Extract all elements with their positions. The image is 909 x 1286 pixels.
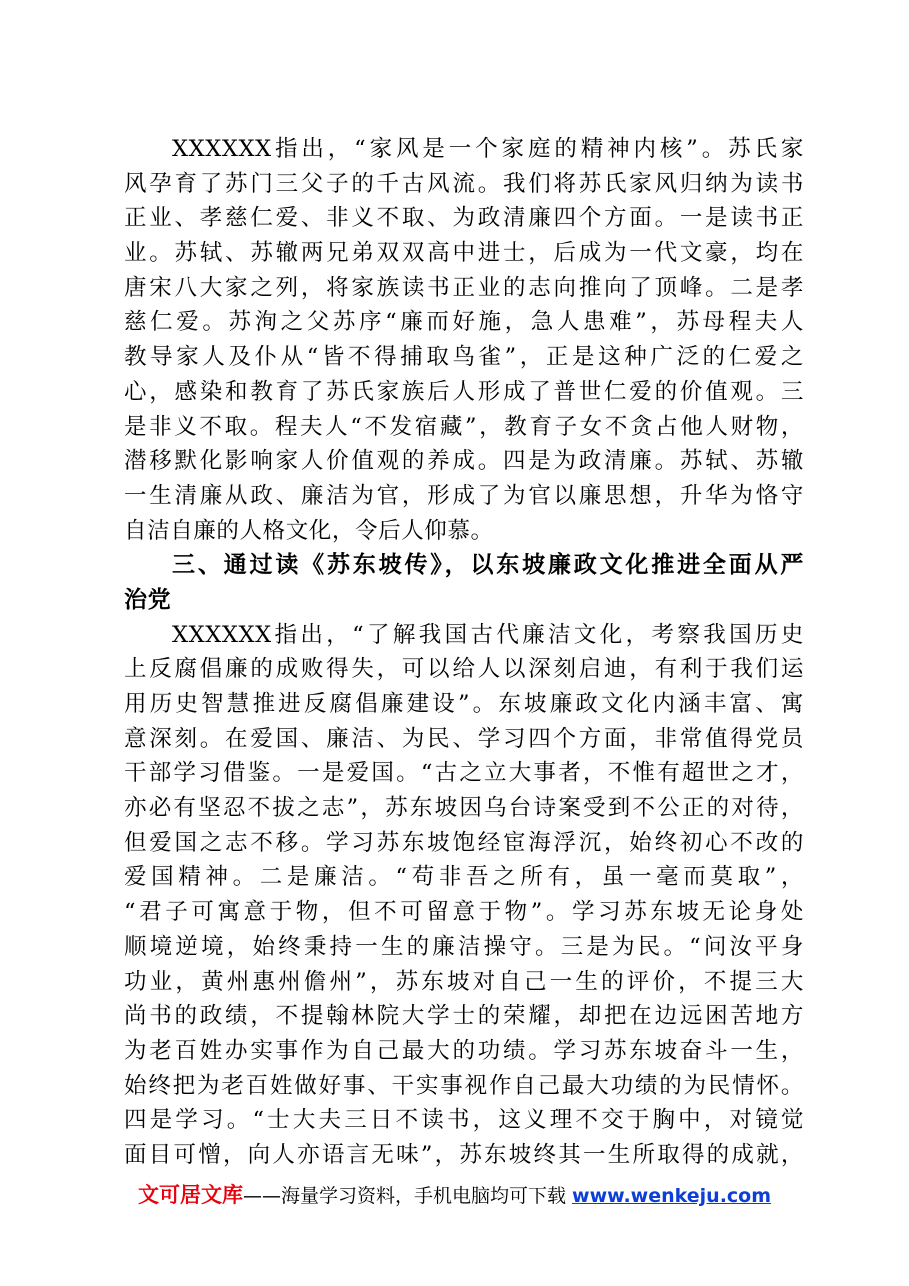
paragraph-line: 爱国精神。二是廉洁。“苟非吾之所有，虽一毫而莫取”， [124,864,804,890]
paragraph-line: 功业，黄州惠州儋州”，苏东坡对自己一生的评价，不提三大 [124,969,804,995]
paragraph-line: 上反腐倡廉的成败得失，可以给人以深刻启迪，有利于我们运 [124,656,804,682]
paragraph-line: 始终把为老百姓做好事、干实事视作自己最大功绩的为民情怀。 [124,1073,804,1099]
paragraph-line: 唐宋八大家之列，将家族读书正业的志向推向了顶峰。二是孝 [124,275,804,301]
paragraph-line: 风孕育了苏门三父子的千古风流。我们将苏氏家风归纳为读书 [124,171,804,197]
paragraph-line: 业。苏轼、苏辙两兄弟双双高中进士，后成为一代文豪，均在 [124,240,804,266]
paragraph-line: 慈仁爱。苏洵之父苏序“廉而好施，急人患难”，苏母程夫人 [124,309,804,335]
paragraph-line: 正业、孝慈仁爱、非义不取、为政清廉四个方面。一是读书正 [124,205,804,231]
paragraph-line: 是非义不取。程夫人“不发宿藏”，教育子女不贪占他人财物， [124,414,804,440]
section-heading-continuation: 治党 [124,587,172,613]
paragraph-line: 为老百姓办实事作为自己最大的功绩。学习苏东坡奋斗一生， [124,1038,804,1064]
paragraph-line: 教导家人及仆从“皆不得捕取鸟雀”，正是这种广泛的仁爱之 [124,344,804,370]
paragraph-line: 意深刻。在爱国、廉洁、为民、学习四个方面，非常值得党员 [124,726,804,752]
footer-dash: —— [242,1185,281,1207]
paragraph-line: 干部学习借鉴。一是爱国。“古之立大事者，不惟有超世之才， [124,760,804,786]
paragraph-line: 顺境逆境，始终秉持一生的廉洁操守。三是为民。“问汝平身 [124,934,804,960]
paragraph-line: 用历史智慧推进反腐倡廉建设”。东坡廉政文化内涵丰富、寓 [124,691,804,717]
paragraph-line: XXXXXX指出，“家风是一个家庭的精神内核”。苏氏家 [172,136,804,162]
website-link[interactable]: www.wenkeju.com [572,1185,772,1207]
paragraph-line: 但爱国之志不移。学习苏东坡饱经宦海浮沉，始终初心不改的 [124,830,804,856]
paragraph-line: XXXXXX指出，“了解我国古代廉洁文化，考察我国历史 [172,622,804,648]
paragraph-line: 面目可憎，向人亦语言无味”，苏东坡终其一生所取得的成就， [124,1142,804,1168]
paragraph-line: 亦必有坚忍不拔之志”，苏东坡因乌台诗案受到不公正的对待， [124,795,804,821]
paragraph-line: 尚书的政绩，不提翰林院大学士的荣耀，却把在边远困苦地方 [124,1003,804,1029]
paragraph-line: 四是学习。“士大夫三日不读书，这义理不交于胸中，对镜觉 [124,1107,804,1133]
paragraph-line: 潜移默化影响家人价值观的养成。四是为政清廉。苏轼、苏辙 [124,448,804,474]
section-heading: 三、通过读《苏东坡传》，以东坡廉政文化推进全面从严 [172,552,804,578]
paragraph-line: “君子可寓意于物，但不可留意于物”。学习苏东坡无论身处 [124,899,804,925]
footer-banner [0,1180,909,1211]
paragraph-line: 心，感染和教育了苏氏家族后人形成了普世仁爱的价值观。三 [124,379,804,405]
paragraph-line: 自洁自廉的人格文化，令后人仰慕。 [124,518,494,544]
brand-name[interactable]: 文可居文库 [137,1183,243,1207]
footer-slogan: 海量学习资料，手机电脑均可下载 [280,1185,566,1207]
paragraph-line: 一生清廉从政、廉洁为官，形成了为官以廉思想，升华为恪守 [124,483,804,509]
